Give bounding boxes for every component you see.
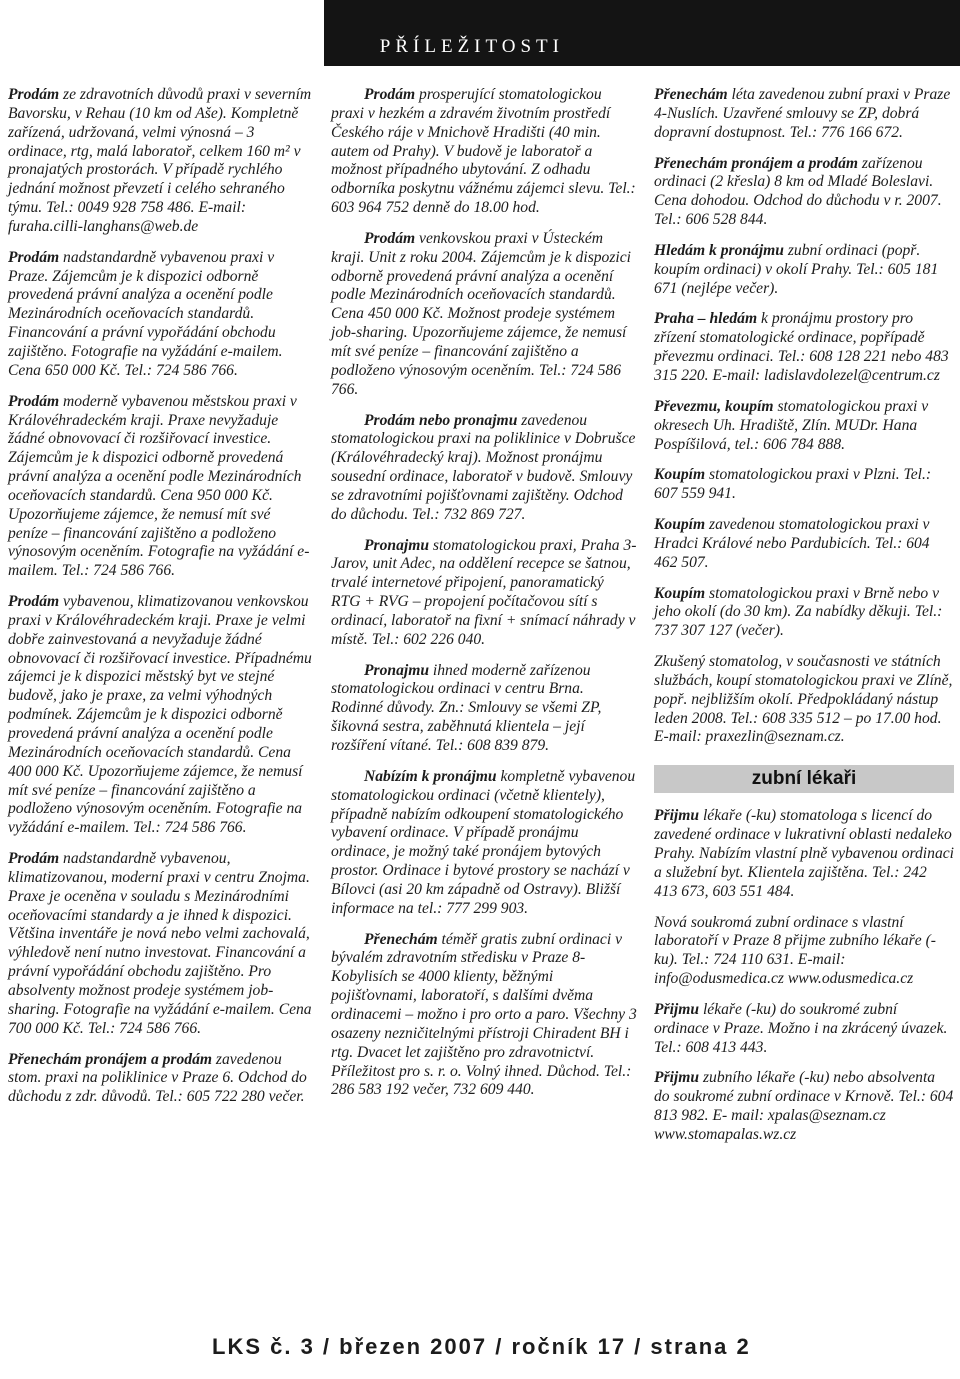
ad-lead: Přijmu xyxy=(654,1069,700,1087)
list-item xyxy=(331,412,637,525)
list-item xyxy=(654,807,954,901)
list-item xyxy=(8,850,313,1038)
ad-text: zařízenou ordinaci (2 křesla) 8 km od Mladé Boleslavi. Cena dohodou. Odchod do důchodu v r. 2007. Tel.: 606 528 844. xyxy=(654,154,942,229)
ad-lead: Prodám xyxy=(8,86,60,103)
list-item xyxy=(654,398,954,455)
ad-lead: Přijmu xyxy=(654,1000,700,1018)
list-item xyxy=(8,393,313,581)
ad-lead: Prodám xyxy=(8,593,60,611)
list-item xyxy=(331,230,637,400)
ad-text: lékaře (-ku) stomatologa s licencí do zavedené ordinace v lukrativní oblasti nedaleko Prahy. Nabízím vlastní plně vybavenou ordinaci a služební byt. Klientela zajištěna. Tel.: 242 413 673, 603 551 484. xyxy=(654,807,954,900)
ad-lead: Pronajmu xyxy=(364,536,429,554)
ad-text: stomatologickou praxi v okresech Uh. Hradiště, Zlín. MUDr. Hana Pospíšilová, tel.: 606 784 888. xyxy=(654,397,929,453)
ad-lead: Přenechám xyxy=(364,930,438,948)
list-item xyxy=(654,914,954,989)
ad-lead: Koupím xyxy=(654,466,706,484)
list-item xyxy=(8,249,313,381)
column-1 xyxy=(8,86,313,1119)
list-item xyxy=(654,585,954,642)
ad-text: venkovskou praxi v Ústeckém kraji. Unit z roku 2004. Zájemcům je k dispozici odborně provedená právní analýza a ocenění podle Mezinárodních oceňovacích standardů. Cena 450 000 Kč. Možnost prodeje systémem job-sharing. Upozorňujeme zájemce, že nemusí mít své peníze – financování zajištěno a podloženo výnosovým oceněním. Tel.: 724 586 766. xyxy=(331,229,632,398)
ad-text: stomatologickou praxi, Praha 3-Jarov, unit Adec, na oddělení recepce se šatnou, trvalé internetové připojení, panoramatický RTG + RVG – propojení počítačovou sítí s ordinací, laboratoř na fixní + snímací náhrady v místě. Tel.: 602 226 040. xyxy=(331,536,637,648)
list-item xyxy=(331,86,637,218)
list-item xyxy=(654,155,954,230)
column-3 xyxy=(654,86,954,1157)
list-item xyxy=(331,662,637,756)
list-item xyxy=(8,1051,313,1108)
list-item xyxy=(331,931,637,1101)
ad-text: kompletně vybavenou stomatologickou ordinaci (včetně klientely), případně nabízím odkoupení stomatologického vybavení ordinace. V případě pronájmu ordinace, je možný také pronájem bytových prostor. Ordinace i bytové prostory se nachází v Bílovci (asi 20 km západně od Ostravy). Bližší informace na tel.: 777 299 903. xyxy=(331,767,636,917)
ad-text: stomatologickou praxi v Brně nebo v jeho okolí (do 30 km). Za nabídky děkuji. Tel.: 737 307 127 (večer). xyxy=(654,584,943,640)
ad-text: zavedenou stomatologickou praxi v Hradci Králové nebo Pardubicích. Tel.: 604 462 507. xyxy=(654,516,930,571)
ad-text: Nová soukromá zubní ordinace s vlastní laboratoří v Praze 8 přijme zubního lékaře (-ku). Tel.: 724 110 631. E-mail: info@odusmedica.cz www.odusmedica.cz xyxy=(654,913,936,988)
ad-lead: Prodám xyxy=(8,248,60,266)
ad-text: nadstandardně vybavenou praxi v Praze. Zájemcům je k dispozici odborně provedená právní analýza a ocenění podle Mezinárodních oceňovacích standardů. Financování a právní vypořádání obchodu zajištěno. Fotografie na vyžádání e-mailem. Cena 650 000 Kč. Tel.: 724 586 766. xyxy=(8,248,283,379)
list-item xyxy=(8,593,313,838)
ad-text: ze zdravotních důvodů praxi v severním Bavorsku, v Rehau (10 km od Aše). Kompletně zařízená, udržovaná, velmi výnosná – 3 ordinace, rtg, malá laboratoř, celkem 160 m² v pronajatých prostorách. V případě rychlého jednání možnost převzetí i celého sehraného týmu. Tel.: 0049 928 758 486. E-mail: furaha.cilli-langhans@web.de xyxy=(8,86,312,235)
ad-lead: Prodám xyxy=(364,86,416,103)
ad-lead: Koupím xyxy=(654,584,706,602)
list-item xyxy=(654,653,954,747)
ad-text: ihned moderně zařízenou stomatologickou ordinaci v centru Brna. Rodinné důvody. Zn.: Smlouvy se všemi ZP, šikovná sestra, zaběhnutá klientela – její rozšíření vítané. Tel.: 608 839 879. xyxy=(331,661,602,754)
list-item xyxy=(331,537,637,650)
column-2 xyxy=(331,86,637,1112)
ad-text: prosperující stomatologickou praxi v hezkém a zdravém životním prostředí Českého ráje v Mnichově Hradišti (40 min. autem od Prahy). V budově je laboratoř a možnost případného ubytování. Z odhadu odborníka poskytnu vážnému zájemci slevu. Tel.: 603 964 752 denně do 18.00 hod. xyxy=(331,86,636,217)
ad-lead: Praha – hledám xyxy=(654,310,758,328)
header-bar xyxy=(324,0,960,66)
ad-text: k pronájmu prostory pro zřízení stomatologické ordinace, popřípadě převezmu ordinaci. Tel.: 608 128 221 nebo 483 315 220. E-mail: ladislavdolezel@centrum.cz xyxy=(654,310,949,384)
ad-text: léta zavedenou zubní praxi v Praze 4-Nuslích. Uzavřené smlouvy se ZP, dobrá dopravní dostupnost. Tel.: 776 166 672. xyxy=(654,86,951,141)
section-heading: zubní lékaři xyxy=(654,765,954,793)
list-item xyxy=(654,1001,954,1058)
ad-lead: Koupím xyxy=(654,516,706,534)
ad-lead: Přenechám xyxy=(654,86,728,103)
ad-text: zubního lékaře (-ku) nebo absolventa do soukromé zubní ordinace v Krnově. Tel.: 604 813 982. E- mail: xpalas@seznam.cz www.stomapalas.wz.cz xyxy=(654,1069,954,1143)
ad-text: moderně vybavenou městskou praxi v Královéhradeckém kraji. Praxe nevyžaduje žádné obnovovací či rozšiřovací investice. Zájemcům je k dispozici odborně provedená právní analýza a ocenění podle Mezinárodních oceňovacích standardů. Cena 950 000 Kč. Upozorňujeme zájemce, že nemusí mít své peníze – financování zajištěno a podloženo výnosovým oceněním. Fotografie na vyžádání e-mailem. Tel.: 724 586 766. xyxy=(8,392,310,580)
ad-text: vybavenou, klimatizovanou venkovskou praxi v Královéhradeckém kraji. Praxe je velmi dobře zainvestovaná a nevyžaduje žádné obnovovací či rozšiřovací investice. Případnému zájemci je k dispozici městský byt ve stejné budově, jako je praxe, za velmi výhodných podmínek. Zájemcům je k dispozici odborně provedená právní analýza a ocenění podle Mezinárodních oceňovacích standardů. Cena 400 000 Kč. Upozorňujeme zájemce, že nemusí mít své peníze – financování zajištěno a podloženo výnosovým oceněním. Fotografie na vyžádání e-mailem. Tel.: 724 586 766. xyxy=(8,593,312,837)
ad-lead: Hledám k pronájmu xyxy=(654,241,784,259)
ad-lead: Prodám xyxy=(8,392,60,410)
section-title: PŘÍLEŽITOSTI xyxy=(379,36,564,57)
ad-lead: Nabízím k pronájmu xyxy=(364,767,497,785)
list-item xyxy=(331,768,637,919)
ad-lead: Pronajmu xyxy=(364,661,429,679)
list-item xyxy=(654,1069,954,1144)
ad-lead: Převezmu, koupím xyxy=(654,397,774,415)
list-item xyxy=(8,86,313,237)
list-item xyxy=(654,310,954,385)
ad-text: lékaře (-ku) do soukromé zubní ordinace v Praze. Možno i na zkrácený úvazek. Tel.: 608 413 443. xyxy=(654,1000,948,1056)
ad-text: zavedenou stom. praxi na poliklinice v Praze 6. Odchod do důchodu z zdr. důvodů. Tel.: 605 722 280 večer. xyxy=(8,1050,307,1106)
ad-lead: Přenechám pronájem a prodám xyxy=(654,154,859,172)
ad-lead: Prodám xyxy=(364,229,416,247)
ad-text: nadstandardně vybavenou, klimatizovanou, moderní praxi v centru Znojma. Praxe je oceněna v souladu s Mezinárodními oceňovacími standardy a je ihned k dispozici. Většina inventáře je nová nebo velmi zachovalá, výhledově není nutno investovat. Financování a právní vypořádání obchodu zajištěno. Pro absolventy možnost prodeje systémem job-sharing. Fotografie na vyžádání e-mailem. Cena 700 000 Kč. Tel.: 724 586 766. xyxy=(8,850,312,1037)
ad-text: stomatologickou praxi v Plzni. Tel.: 607 559 941. xyxy=(654,466,932,503)
ad-text: téměř gratis zubní ordinaci v bývalém zdravotním středisku v Praze 8-Kobylisích se 4000 klienty, běžnými pojišťovnami, laboratoří, s dalšími dvěma ordinacemi – možno i pro orto a paro. Všechny 3 osazeny nezničitelnými přístroji Chiradent BH i rtg. Dvacet let zajištěno pro zdravotnictví. Příležitost pro s. r. o. Volný ihned. Důchod. Tel.: 286 583 192 večer, 732 609 440. xyxy=(331,930,637,1099)
list-item xyxy=(654,466,954,504)
list-item xyxy=(654,86,954,143)
list-item xyxy=(654,242,954,299)
list-item xyxy=(654,516,954,573)
ad-text: zubní ordinaci (popř. koupím ordinaci) v okolí Prahy. Tel.: 605 181 671 (nejlépe večer). xyxy=(654,241,939,297)
page-footer: LKS č. 3 / březen 2007 / ročník 17 / strana 2 xyxy=(212,1334,751,1359)
ad-lead: Přenechám pronájem a prodám xyxy=(8,1050,213,1068)
ad-text: Zkušený stomatolog, v současnosti ve státních službách, koupí stomatologickou praxi ve Zlíně, popř. nejbližším okolí. Předpokládaný nástup leden 2008. Tel.: 608 335 512 – po 17.00 hod. E-mail: praxezlin@seznam.cz. xyxy=(654,653,953,746)
ad-lead: Prodám xyxy=(8,850,60,868)
ad-lead: Přijmu xyxy=(654,807,700,825)
ad-text: zavedenou stomatologickou praxi na poliklinice v Dobrušce (Královéhradecký kraj). Možnost pronájmu sousední ordinace, laboratoř v budově. Smlouvy se zdravotními pojišťovnami zajištěny. Odchod do důchodu. Tel.: 732 869 727. xyxy=(331,411,636,523)
ad-lead: Prodám nebo pronajmu xyxy=(364,411,518,429)
